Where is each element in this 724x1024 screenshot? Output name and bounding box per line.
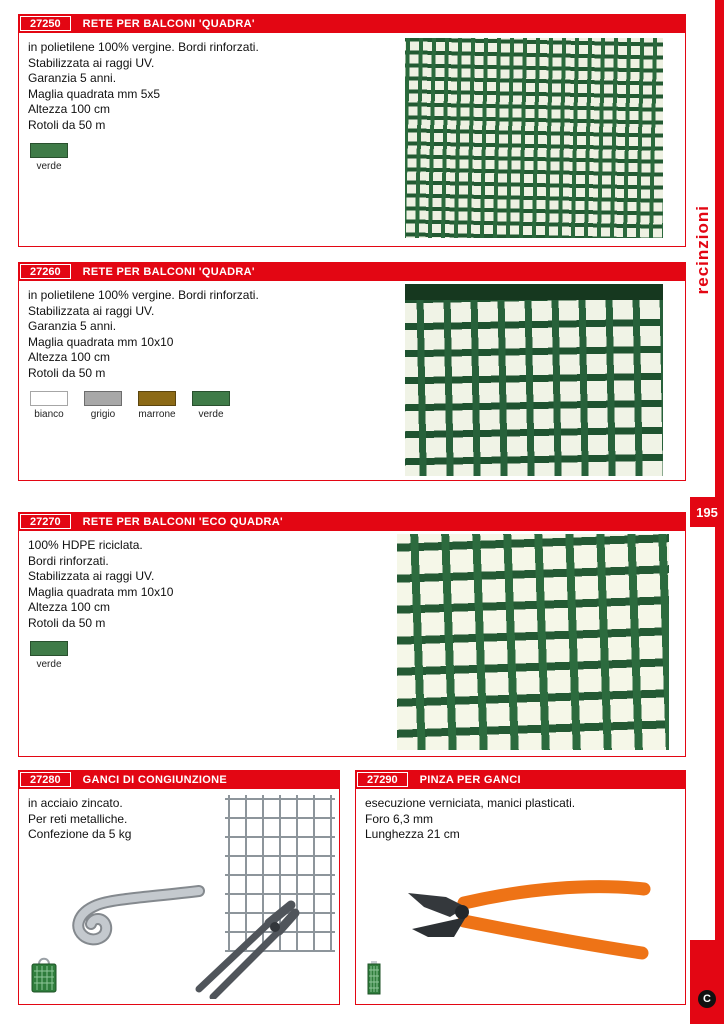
product-body (18, 33, 686, 247)
description-line: Stabilizzata ai raggi UV. (28, 569, 155, 583)
product-code: 27260 (20, 264, 71, 279)
description-line: in polietilene 100% vergine. Bordi rinforzati. (28, 288, 259, 302)
product-body (18, 281, 686, 481)
description-line: esecuzione verniciata, manici plasticati. (365, 796, 576, 810)
swatch-verde (192, 391, 230, 406)
description-line: Stabilizzata ai raggi UV. (28, 303, 155, 318)
product-section-27280 (18, 770, 340, 1005)
product-title: PINZA PER GANCI (419, 773, 521, 786)
product-title: RETE PER BALCONI 'QUADRA' (82, 265, 255, 278)
description-line: Maglia quadrata mm 10x10 (28, 334, 174, 349)
product-header (18, 512, 686, 531)
swatch-bianco (30, 391, 68, 406)
pliers-image (394, 863, 656, 975)
product-title: GANCI DI CONGIUNZIONE (82, 773, 228, 786)
swatch-verde (30, 641, 68, 656)
description-line: in polietilene 100% vergine. Bordi rinforzati. (28, 40, 259, 54)
swatch-label: bianco (34, 409, 64, 420)
swatch-item (84, 391, 122, 420)
mesh-5x5-texture (405, 38, 663, 238)
joining-hook-image (53, 871, 213, 957)
swatch-item (30, 143, 68, 172)
swatch-label: marrone (138, 409, 176, 420)
category-label: recinzioni (693, 205, 712, 295)
description-line: Per reti metalliche. (28, 811, 128, 826)
sidebar-red-bar-top (715, 0, 724, 497)
product-section-27260 (18, 262, 686, 481)
description-line: Confezione da 5 kg (28, 827, 132, 841)
mesh-eco-texture (397, 534, 669, 750)
description-line: Garanzia 5 anni. (28, 71, 117, 85)
sidebar-bottom-block (690, 940, 724, 1024)
product-body (18, 789, 340, 1005)
mesh-border-edge (405, 284, 663, 300)
publisher-logo (698, 990, 716, 1008)
product-header (18, 14, 686, 33)
swatch-label: verde (36, 161, 62, 172)
product-photo-mesh-10x10 (405, 284, 663, 476)
product-section-27290 (355, 770, 686, 1005)
product-section-27250 (18, 14, 686, 247)
description-line: Altezza 100 cm (28, 600, 111, 614)
package-icon (29, 954, 59, 996)
product-title: RETE PER BALCONI 'ECO QUADRA' (82, 515, 283, 528)
product-code: 27280 (20, 772, 71, 787)
description-line: Maglia quadrata mm 5x5 (28, 86, 161, 101)
description-line: Foro 6,3 mm (365, 811, 434, 826)
description-line: in acciaio zincato. (28, 796, 123, 810)
description-line: Altezza 100 cm (28, 350, 111, 364)
swatch-label: grigio (90, 409, 116, 420)
description-line: Altezza 100 cm (28, 102, 111, 116)
description-line: Rotoli da 50 m (28, 615, 106, 630)
product-photo-mesh-eco (397, 534, 669, 750)
mesh-10x10-texture (405, 284, 663, 476)
swatch-item (138, 391, 176, 420)
mesh-and-pliers-illustration (195, 791, 335, 999)
page-number: 195 (696, 504, 718, 520)
swatch-item (30, 391, 68, 420)
swatch-item (192, 391, 230, 420)
description-line: Maglia quadrata mm 10x10 (28, 584, 174, 599)
product-body (355, 789, 686, 1005)
swatch-item (30, 641, 68, 670)
description-line: Garanzia 5 anni. (28, 319, 117, 333)
product-header (18, 262, 686, 281)
product-description (28, 40, 398, 133)
product-description (28, 538, 398, 631)
publisher-logo-letter: C (703, 993, 711, 1005)
product-description (28, 288, 398, 381)
product-code: 27270 (20, 514, 71, 529)
description-line: Lunghezza 21 cm (365, 827, 460, 841)
product-body (18, 531, 686, 757)
description-line: Bordi rinforzati. (28, 553, 109, 568)
product-code: 27250 (20, 16, 71, 31)
swatch-verde (30, 143, 68, 158)
swatch-label: verde (198, 409, 224, 420)
product-code: 27290 (357, 772, 408, 787)
swatch-marrone (138, 391, 176, 406)
product-header (355, 770, 686, 789)
description-line: Stabilizzata ai raggi UV. (28, 55, 155, 70)
description-line: Rotoli da 50 m (28, 117, 106, 132)
product-header (18, 770, 340, 789)
product-description (365, 796, 676, 843)
product-title: RETE PER BALCONI 'QUADRA' (82, 17, 255, 30)
product-description (28, 796, 213, 843)
swatch-grigio (84, 391, 122, 406)
product-photo-mesh-5x5 (405, 38, 663, 238)
product-section-27270 (18, 512, 686, 757)
net-pack-icon (366, 960, 382, 996)
swatch-label: verde (36, 659, 62, 670)
description-line: 100% HDPE riciclata. (28, 538, 143, 552)
page-number-badge (690, 497, 724, 527)
description-line: Rotoli da 50 m (28, 365, 106, 380)
